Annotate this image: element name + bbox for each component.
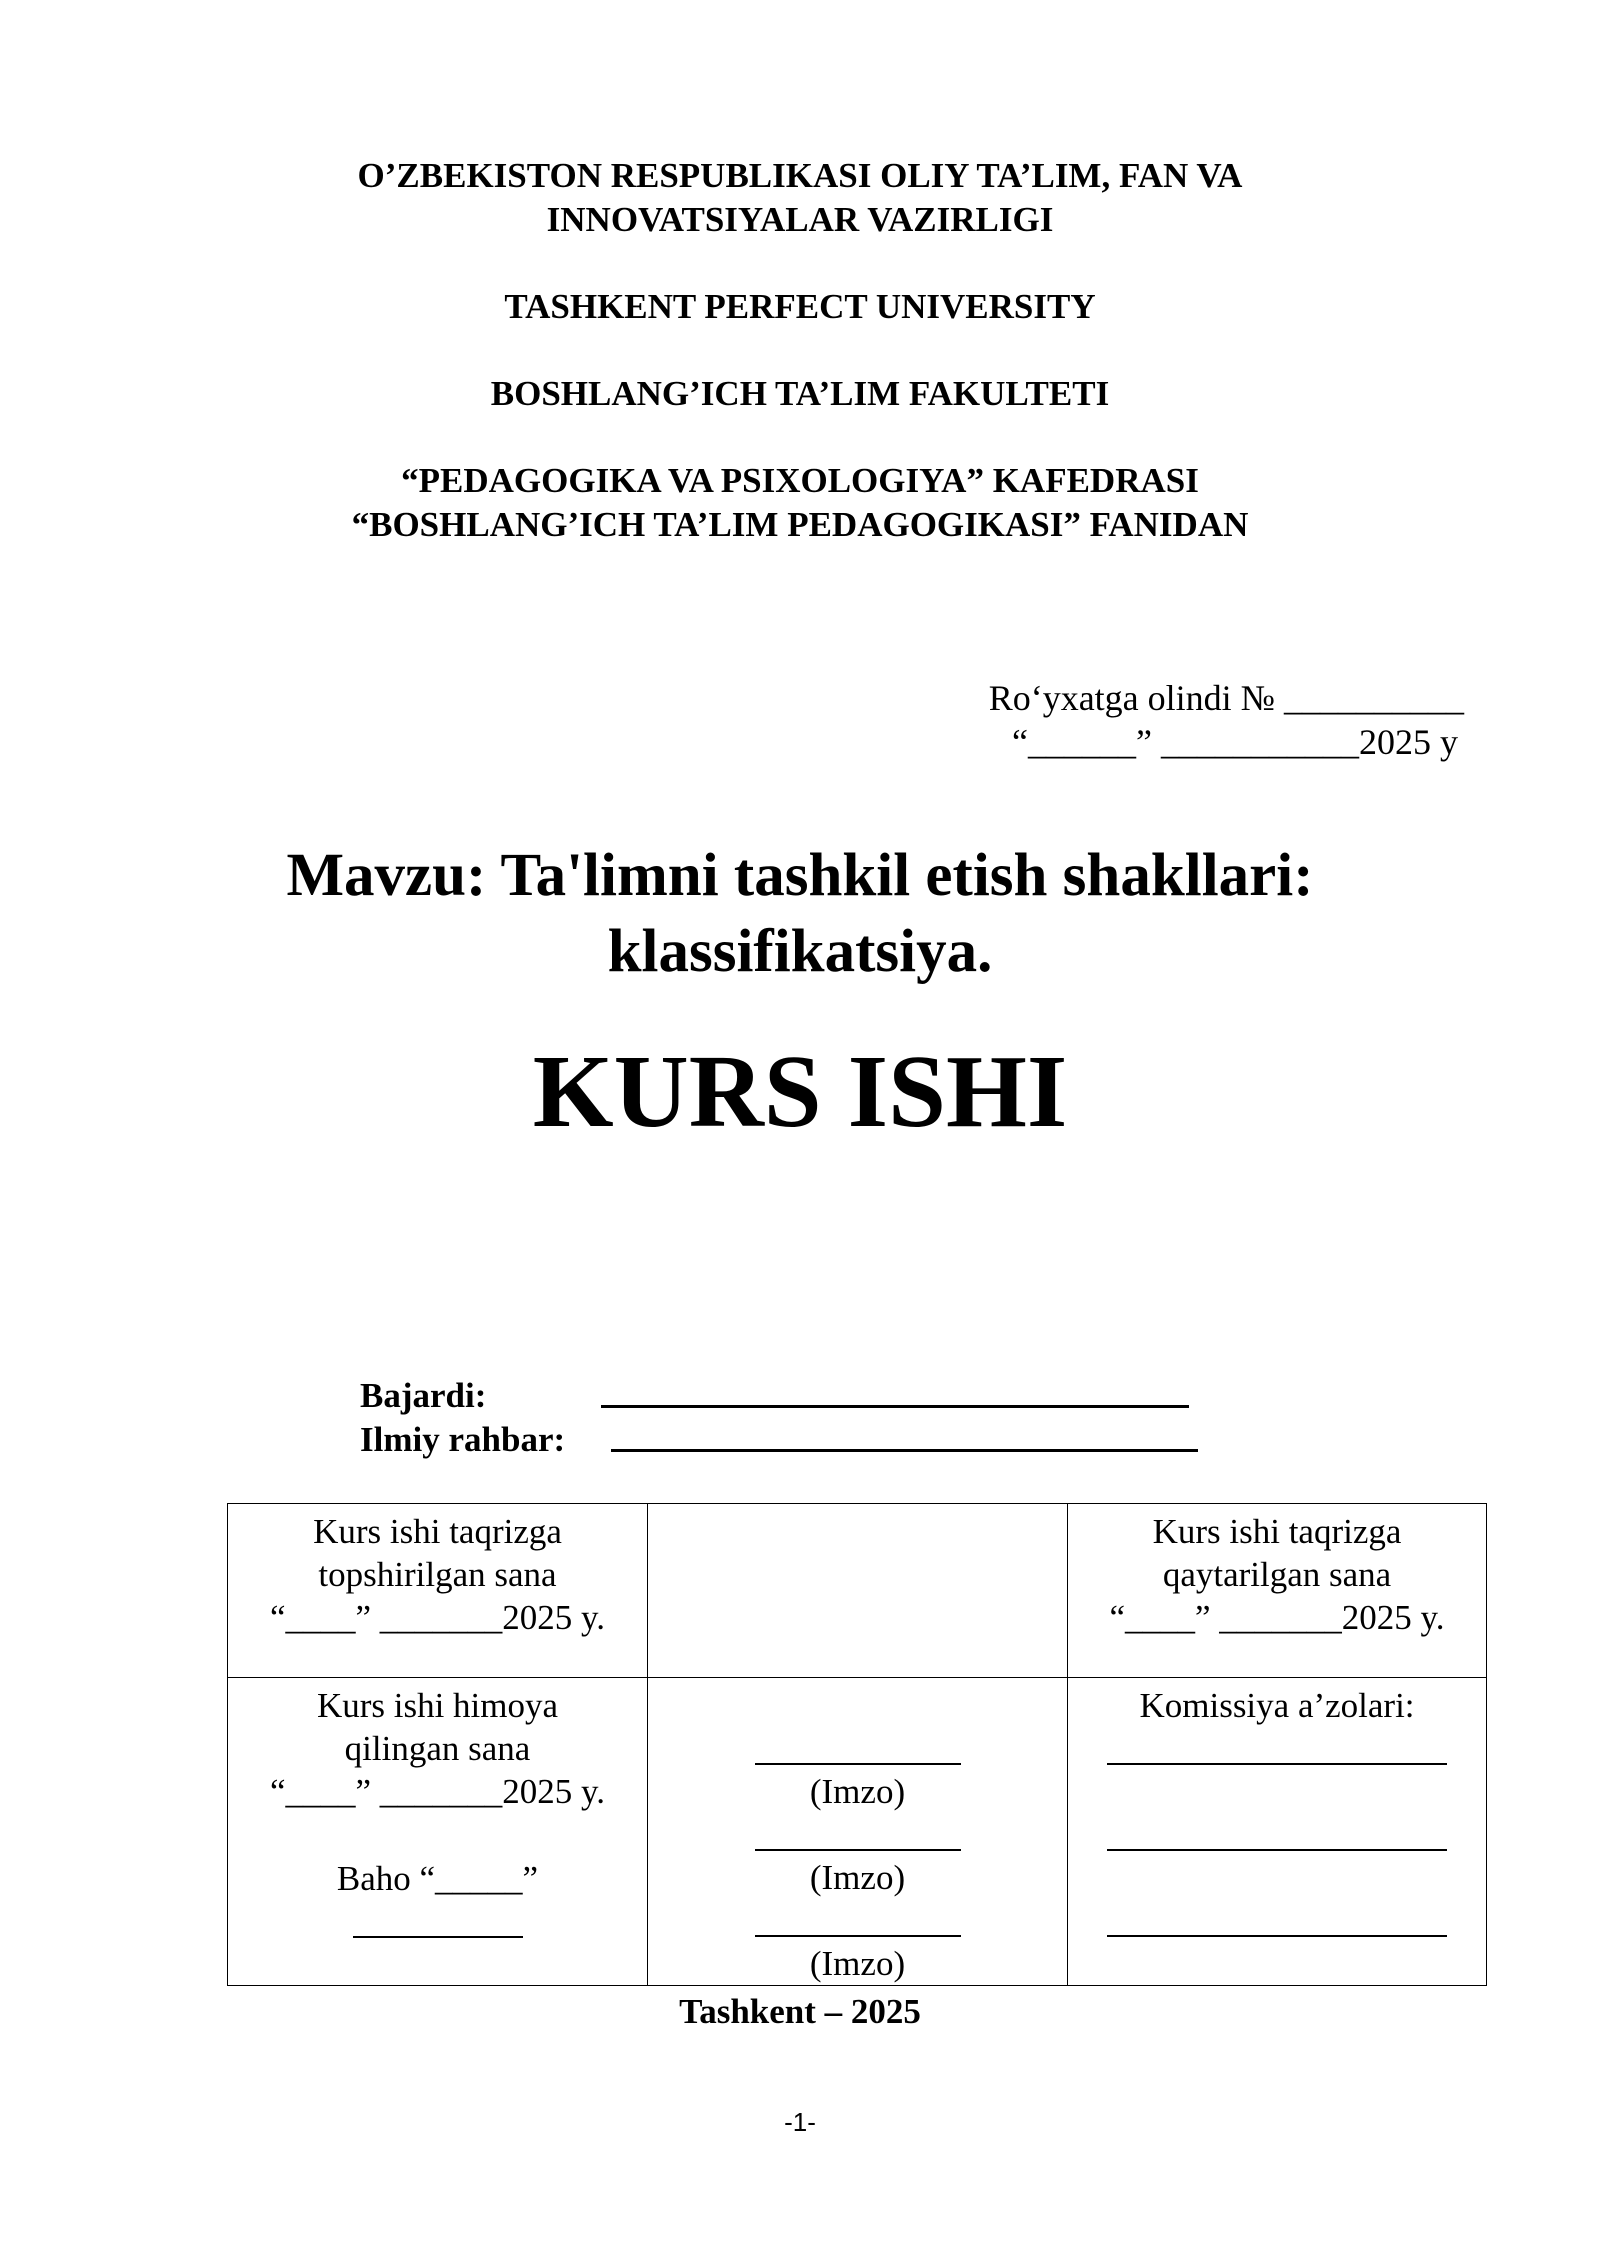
supervisor-signature-line xyxy=(611,1449,1198,1452)
review-submitted-label-1: Kurs ishi taqrizga xyxy=(313,1512,562,1551)
ministry-title-line2: INNOVATSIYALAR VAZIRLIGI xyxy=(546,200,1054,239)
review-submitted-date: “____” _______2025 y. xyxy=(269,1598,606,1637)
performer-signature-line xyxy=(601,1405,1189,1408)
page-number: -1- xyxy=(784,2107,816,2137)
signature-line-2-wrap xyxy=(648,1813,1067,1856)
review-submitted-label-2: topshirilgan sana xyxy=(318,1555,557,1594)
grade-line-wrap xyxy=(228,1900,647,1943)
faculty-name: BOSHLANG’ICH TA’LIM FAKULTETI xyxy=(490,374,1110,413)
commission-line-1 xyxy=(1107,1727,1447,1765)
city-year: Tashkent – 2025 xyxy=(679,1992,921,2031)
topic-line1: Mavzu: Ta'limni tashkil etish shakllari: xyxy=(286,842,1314,909)
registration-date: “______” ___________2025 y xyxy=(1012,722,1458,762)
ministry-title-line1: O’ZBEKISTON RESPUBLIKASI OLIY TA’LIM, FAN VA xyxy=(357,156,1243,195)
defense-label-2: qilingan sana xyxy=(344,1729,531,1768)
registration-number: Ro‘yxatga olindi № __________ xyxy=(988,678,1464,718)
defense-row xyxy=(228,1678,1487,1986)
department-name: “PEDAGOGIKA VA PSIXOLOGIYA” KAFEDRASI xyxy=(401,461,1199,500)
review-returned-label-2: qaytarilgan sana xyxy=(1162,1555,1392,1594)
commission-spacer-2 xyxy=(1068,1856,1486,1899)
signature-line-1-wrap xyxy=(648,1727,1067,1770)
review-empty-cell xyxy=(648,1504,1068,1678)
commission-line-3 xyxy=(1107,1899,1447,1937)
grade-field: Baho “_____” xyxy=(336,1859,539,1898)
signature-label-2: (Imzo) xyxy=(809,1858,906,1897)
signature-label-3: (Imzo) xyxy=(809,1944,906,1983)
review-returned-date: “____” _______2025 y. xyxy=(1109,1598,1445,1637)
defense-date-cell xyxy=(228,1678,648,1986)
commission-spacer-1 xyxy=(1068,1770,1486,1813)
commission-line-2-wrap xyxy=(1068,1813,1486,1856)
review-returned-label-1: Kurs ishi taqrizga xyxy=(1152,1512,1402,1551)
commission-line-3-wrap xyxy=(1068,1899,1486,1942)
review-row xyxy=(228,1504,1487,1678)
signature-line-1 xyxy=(755,1727,961,1765)
signature-cell xyxy=(648,1678,1068,1986)
commission-label: Komissiya a’zolari: xyxy=(1139,1686,1415,1725)
document-type-title: KURS ISHI xyxy=(532,1034,1068,1149)
grade-blank-line xyxy=(353,1900,523,1938)
commission-cell xyxy=(1068,1678,1487,1986)
commission-line-2 xyxy=(1107,1813,1447,1851)
review-returned-cell xyxy=(1068,1504,1487,1678)
subject-name: “BOSHLANG’ICH TA’LIM PEDAGOGIKASI” FANIDAN xyxy=(351,505,1249,544)
signature-label-1: (Imzo) xyxy=(809,1772,906,1811)
defense-label-1: Kurs ishi himoya xyxy=(316,1686,559,1725)
signature-line-3 xyxy=(755,1899,961,1937)
signature-line-2 xyxy=(755,1813,961,1851)
university-name: TASHKENT PERFECT UNIVERSITY xyxy=(504,287,1096,326)
topic-line2: klassifikatsiya. xyxy=(607,918,993,985)
performer-label: Bajardi: xyxy=(360,1376,487,1415)
supervisor-label: Ilmiy rahbar: xyxy=(360,1420,566,1459)
defense-date: “____” _______2025 y. xyxy=(269,1772,606,1811)
signature-line-3-wrap xyxy=(648,1899,1067,1942)
commission-line-1-wrap xyxy=(1068,1727,1486,1770)
review-defense-table xyxy=(227,1503,1487,1986)
review-submitted-cell xyxy=(228,1504,648,1678)
